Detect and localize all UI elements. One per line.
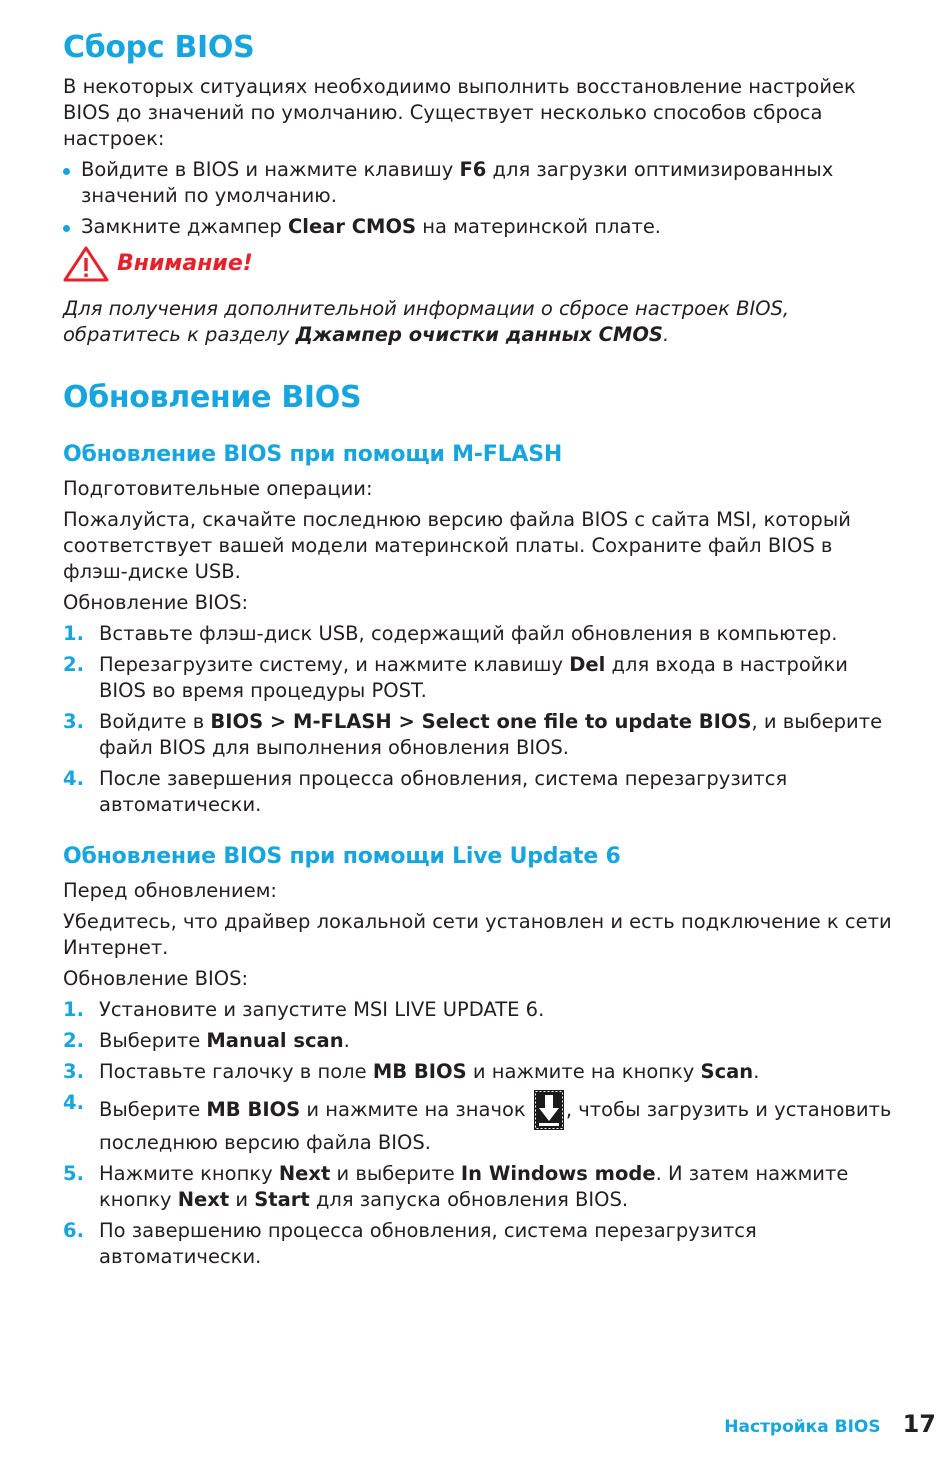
reset-methods-list <box>63 157 893 240</box>
reset-intro: В некоторых ситуациях необходиимо выполнить восстановление настройек BIOS до значений по умолчанию. Существует несколько способов сброса настроек: <box>63 75 856 150</box>
step-number: 2. <box>63 653 84 676</box>
mflash-steps <box>63 621 893 818</box>
mflash-prep-text: Пожалуйста, скачайте последнюю версию файла BIOS с сайта MSI, который соответствует вашей модели материнской платы. Сохраните файл BIOS в флэш-диске USB. <box>63 508 851 583</box>
warning-note: Для получения дополнительной информации о сбросе настроек BIOS, обратитесь к разделу Джампер очистки данных CMOS. <box>63 297 790 346</box>
list-item: 3. Войдите в BIOS > M-FLASH > Select one file to update BIOS, и выберите файл BIOS для выполнения обновления BIOS. <box>63 710 883 759</box>
mflash-title: Обновление BIOS при помощи M-FLASH <box>63 442 563 467</box>
list-item: Замкните джампер Clear CMOS на материнской плате. <box>63 214 893 240</box>
list-item: Войдите в BIOS и нажмите клавишу F6 для загрузки оптимизированных значений по умолчанию. <box>63 157 893 209</box>
footer-section-label: Настройка BIOS <box>724 1417 881 1437</box>
list-item: 2. Перезагрузите систему, и нажмите клавишу Del для входа в настройки BIOS во время процедуры POST. <box>63 653 848 702</box>
reset-bios-title: Сборс BIOS <box>63 30 255 65</box>
step-number: 3. <box>63 710 84 733</box>
list-item: 2. Выберите Manual scan. <box>63 1029 350 1052</box>
list-item: 4. После завершения процесса обновления, система перезагрузится автоматически. <box>63 767 788 816</box>
warning-heading <box>63 246 893 282</box>
step-number: 4. <box>63 767 84 790</box>
list-item: 5. Нажмите кнопку Next и выберите In Windows mode. И затем нажмите кнопку Next и Start для запуска обновления BIOS. <box>63 1162 849 1211</box>
jumper-label: Clear CMOS <box>287 215 417 238</box>
list-item: 1. Вставьте флэш-диск USB, содержащий файл обновления в компьютер. <box>63 622 838 645</box>
live-update-title: Обновление BIOS при помощи Live Update 6 <box>63 844 621 869</box>
live-update-steps <box>63 997 893 1270</box>
menu-path: BIOS > M-FLASH > Select one file to update BIOS <box>210 710 752 733</box>
list-item: 1. Установите и запустите MSI LIVE UPDATE 6. <box>63 998 545 1021</box>
bullet-dot <box>63 168 70 175</box>
live-before-label: Перед обновлением: <box>63 879 278 902</box>
step-number: 6. <box>63 1219 84 1242</box>
page-number: 17 <box>902 1410 936 1438</box>
list-item: 3. Поставьте галочку в поле MB BIOS и нажмите на кнопку Scan. <box>63 1060 760 1083</box>
key-label: F6 <box>459 158 487 181</box>
download-arrow-icon <box>534 1090 564 1130</box>
step-number: 1. <box>63 998 84 1021</box>
step-number: 1. <box>63 622 84 645</box>
page-content <box>63 28 893 1275</box>
update-bios-title: Обновление BIOS <box>63 380 362 415</box>
mflash-update-label: Обновление BIOS: <box>63 591 249 614</box>
step-number: 4. <box>63 1091 84 1114</box>
step-number: 5. <box>63 1162 84 1185</box>
mflash-prep-label: Подготовительные операции: <box>63 477 373 500</box>
list-item: 6. По завершению процесса обновления, система перезагрузится автоматически. <box>63 1219 757 1268</box>
bullet-dot <box>63 225 70 232</box>
list-item: 4. Выберите MB BIOS и нажмите на значок , чтобы загрузить и установить последнюю версию файла BIOS. <box>63 1091 892 1154</box>
live-before-text: Убедитесь, что драйвер локальной сети установлен и есть подключение к сети Интернет. <box>63 910 892 959</box>
note-reference: Джампер очистки данных CMOS <box>295 323 663 346</box>
step-number: 2. <box>63 1029 84 1052</box>
step-number: 3. <box>63 1060 84 1083</box>
page-footer <box>724 1410 936 1438</box>
warning-triangle-icon <box>63 246 109 282</box>
live-update-label: Обновление BIOS: <box>63 967 249 990</box>
warning-title: Внимание! <box>117 251 253 276</box>
